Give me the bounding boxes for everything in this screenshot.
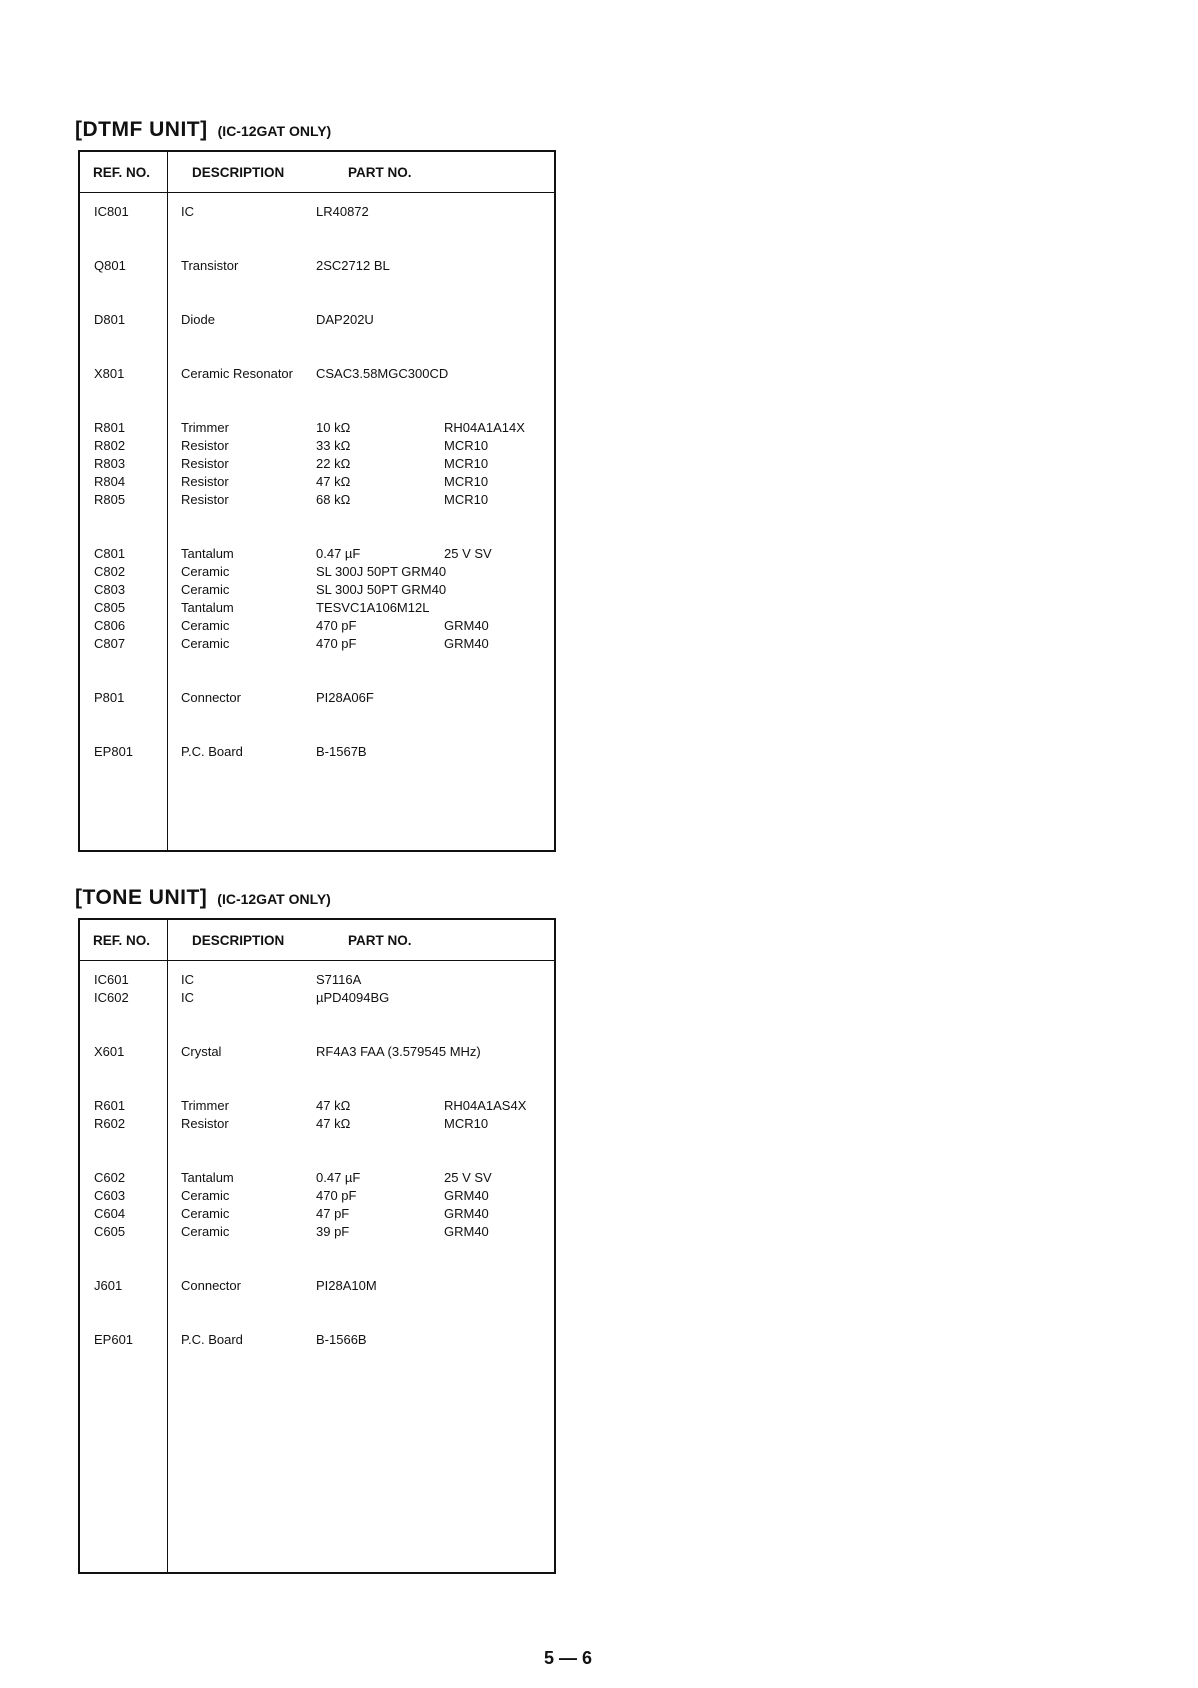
- ref-no-cell: IC602: [94, 990, 129, 1005]
- ref-no-cell: Q801: [94, 258, 126, 273]
- part-group: [80, 1043, 554, 1061]
- part-no-cell: S7116A: [316, 972, 362, 987]
- description-cell: P.C. Board: [181, 744, 243, 759]
- ref-no-cell: C602: [94, 1170, 126, 1185]
- ref-no-cell: R601: [94, 1098, 126, 1113]
- table-row: [80, 989, 554, 1007]
- ref-no-cell: J601: [94, 1278, 123, 1293]
- part-no-cell: DAP202U: [316, 312, 374, 327]
- part-spec-cell: 25 V SV: [444, 1170, 492, 1185]
- description-cell: Resistor: [181, 492, 229, 507]
- table-row: [80, 1097, 554, 1115]
- part-group: [80, 971, 554, 1007]
- part-no-cell: TESVC1A106M12L: [316, 600, 430, 615]
- description-cell: Ceramic: [181, 636, 230, 651]
- table-row: [80, 491, 554, 509]
- part-no-header: PART NO.: [348, 165, 412, 180]
- part-group: [80, 689, 554, 707]
- ref-no-cell: R805: [94, 492, 126, 507]
- table-row: [80, 1223, 554, 1241]
- tone-parts-table: [78, 918, 556, 1574]
- table-row: [80, 257, 554, 275]
- description-cell: Transistor: [181, 258, 239, 273]
- table-row: [80, 689, 554, 707]
- part-group: [80, 419, 554, 509]
- part-no-cell: 68 kΩ: [316, 492, 351, 507]
- dtmf-title: [DTMF UNIT]: [75, 118, 208, 141]
- table-row: [80, 1205, 554, 1223]
- part-group: [80, 1331, 554, 1349]
- part-group: [80, 1169, 554, 1241]
- table-row: [80, 1169, 554, 1187]
- table-row: [80, 437, 554, 455]
- description-cell: Diode: [181, 312, 215, 327]
- description-cell: Ceramic: [181, 1224, 230, 1239]
- description-cell: Connector: [181, 1278, 241, 1293]
- table-row: [80, 599, 554, 617]
- ref-no-header: REF. NO.: [93, 165, 151, 180]
- description-cell: Trimmer: [181, 420, 229, 435]
- part-group: [80, 365, 554, 383]
- tone-section-title: [75, 886, 331, 910]
- part-no-cell: B-1567B: [316, 744, 367, 759]
- description-cell: Connector: [181, 690, 241, 705]
- part-spec-cell: MCR10: [444, 438, 489, 453]
- dtmf-subtitle: (IC-12GAT ONLY): [217, 123, 332, 139]
- part-group: [80, 203, 554, 221]
- description-cell: Resistor: [181, 474, 229, 489]
- description-cell: IC: [181, 972, 194, 987]
- table-row: [80, 419, 554, 437]
- part-group: [80, 1277, 554, 1295]
- table-row: [80, 971, 554, 989]
- ref-no-cell: IC801: [94, 204, 129, 219]
- part-no-cell: SL 300J 50PT GRM40: [316, 564, 447, 579]
- part-no-cell: 47 kΩ: [316, 474, 351, 489]
- description-header: DESCRIPTION: [192, 933, 285, 948]
- part-group: [80, 311, 554, 329]
- part-no-cell: LR40872: [316, 204, 369, 219]
- part-no-cell: RF4A3 FAA (3.579545 MHz): [316, 1044, 481, 1059]
- description-cell: Trimmer: [181, 1098, 229, 1113]
- ref-no-cell: C805: [94, 600, 126, 615]
- part-no-cell: 47 kΩ: [316, 1098, 351, 1113]
- table-header: [80, 920, 554, 961]
- part-group: [80, 1097, 554, 1133]
- description-cell: Tantalum: [181, 1170, 234, 1185]
- tone-title: [TONE UNIT]: [75, 886, 208, 909]
- part-no-cell: µPD4094BG: [316, 990, 390, 1005]
- part-no-cell: 39 pF: [316, 1224, 350, 1239]
- part-no-header: PART NO.: [348, 933, 412, 948]
- description-cell: Ceramic: [181, 1188, 230, 1203]
- part-no-cell: PI28A06F: [316, 690, 374, 705]
- description-cell: Resistor: [181, 438, 229, 453]
- ref-no-cell: C803: [94, 582, 126, 597]
- dtmf-section-title: [75, 118, 331, 142]
- table-row: [80, 1331, 554, 1349]
- part-no-cell: B-1566B: [316, 1332, 367, 1347]
- part-no-cell: 33 kΩ: [316, 438, 351, 453]
- part-spec-cell: GRM40: [444, 618, 489, 633]
- part-no-cell: 2SC2712 BL: [316, 258, 390, 273]
- ref-no-header: REF. NO.: [93, 933, 151, 948]
- part-spec-cell: MCR10: [444, 474, 489, 489]
- part-no-cell: PI28A10M: [316, 1278, 377, 1293]
- page-number: 5 — 6: [544, 1648, 593, 1668]
- part-spec-cell: 25 V SV: [444, 546, 492, 561]
- table-row: [80, 1043, 554, 1061]
- table-row: [80, 455, 554, 473]
- description-cell: Resistor: [181, 1116, 229, 1131]
- part-spec-cell: RH04A1AS4X: [444, 1098, 527, 1113]
- ref-no-cell: EP601: [94, 1332, 134, 1347]
- part-spec-cell: MCR10: [444, 492, 489, 507]
- part-spec-cell: GRM40: [444, 636, 489, 651]
- description-cell: IC: [181, 990, 194, 1005]
- ref-no-cell: C802: [94, 564, 126, 579]
- ref-no-cell: R804: [94, 474, 126, 489]
- part-spec-cell: GRM40: [444, 1206, 489, 1221]
- table-row: [80, 1277, 554, 1295]
- ref-no-cell: C807: [94, 636, 126, 651]
- table-body: [80, 961, 554, 1349]
- ref-no-cell: R801: [94, 420, 126, 435]
- table-row: [80, 581, 554, 599]
- table-row: [80, 365, 554, 383]
- part-spec-cell: RH04A1A14X: [444, 420, 525, 435]
- table-body: [80, 193, 554, 761]
- table-row: [80, 635, 554, 653]
- description-cell: Tantalum: [181, 546, 234, 561]
- ref-no-cell: C603: [94, 1188, 126, 1203]
- table-row: [80, 473, 554, 491]
- part-no-cell: 470 pF: [316, 618, 357, 633]
- part-no-cell: CSAC3.58MGC300CD: [316, 366, 449, 381]
- part-no-cell: 10 kΩ: [316, 420, 351, 435]
- table-row: [80, 743, 554, 761]
- part-group: [80, 257, 554, 275]
- table-row: [80, 1187, 554, 1205]
- description-cell: Ceramic: [181, 618, 230, 633]
- description-header: DESCRIPTION: [192, 165, 285, 180]
- part-no-cell: 0.47 µF: [316, 1170, 361, 1185]
- ref-no-cell: C604: [94, 1206, 126, 1221]
- part-group: [80, 545, 554, 653]
- part-spec-cell: MCR10: [444, 456, 489, 471]
- description-cell: Resistor: [181, 456, 229, 471]
- ref-no-cell: EP801: [94, 744, 134, 759]
- ref-no-cell: R803: [94, 456, 126, 471]
- description-cell: Ceramic: [181, 582, 230, 597]
- ref-no-cell: IC601: [94, 972, 129, 987]
- part-no-cell: 47 pF: [316, 1206, 350, 1221]
- ref-no-cell: R602: [94, 1116, 126, 1131]
- description-cell: IC: [181, 204, 194, 219]
- table-row: [80, 311, 554, 329]
- part-group: [80, 743, 554, 761]
- description-cell: Ceramic Resonator: [181, 366, 293, 381]
- ref-no-cell: X801: [94, 366, 125, 381]
- part-no-cell: 0.47 µF: [316, 546, 361, 561]
- table-row: [80, 617, 554, 635]
- description-cell: Ceramic: [181, 564, 230, 579]
- description-cell: Tantalum: [181, 600, 234, 615]
- part-spec-cell: GRM40: [444, 1224, 489, 1239]
- tone-subtitle: (IC-12GAT ONLY): [217, 891, 331, 907]
- description-cell: Ceramic: [181, 1206, 230, 1221]
- table-row: [80, 545, 554, 563]
- ref-no-cell: C806: [94, 618, 126, 633]
- ref-no-cell: X601: [94, 1044, 125, 1059]
- part-no-cell: 470 pF: [316, 636, 357, 651]
- table-header: [80, 152, 554, 193]
- part-no-cell: 22 kΩ: [316, 456, 351, 471]
- ref-no-cell: P801: [94, 690, 125, 705]
- part-no-cell: 47 kΩ: [316, 1116, 351, 1131]
- table-row: [80, 203, 554, 221]
- part-no-cell: 470 pF: [316, 1188, 357, 1203]
- ref-no-cell: R802: [94, 438, 126, 453]
- ref-no-cell: D801: [94, 312, 126, 327]
- ref-no-cell: C801: [94, 546, 126, 561]
- part-spec-cell: MCR10: [444, 1116, 489, 1131]
- table-row: [80, 563, 554, 581]
- part-no-cell: SL 300J 50PT GRM40: [316, 582, 447, 597]
- part-spec-cell: GRM40: [444, 1188, 489, 1203]
- table-row: [80, 1115, 554, 1133]
- ref-no-cell: C605: [94, 1224, 126, 1239]
- description-cell: P.C. Board: [181, 1332, 243, 1347]
- dtmf-parts-table: [78, 150, 556, 852]
- description-cell: Crystal: [181, 1044, 222, 1059]
